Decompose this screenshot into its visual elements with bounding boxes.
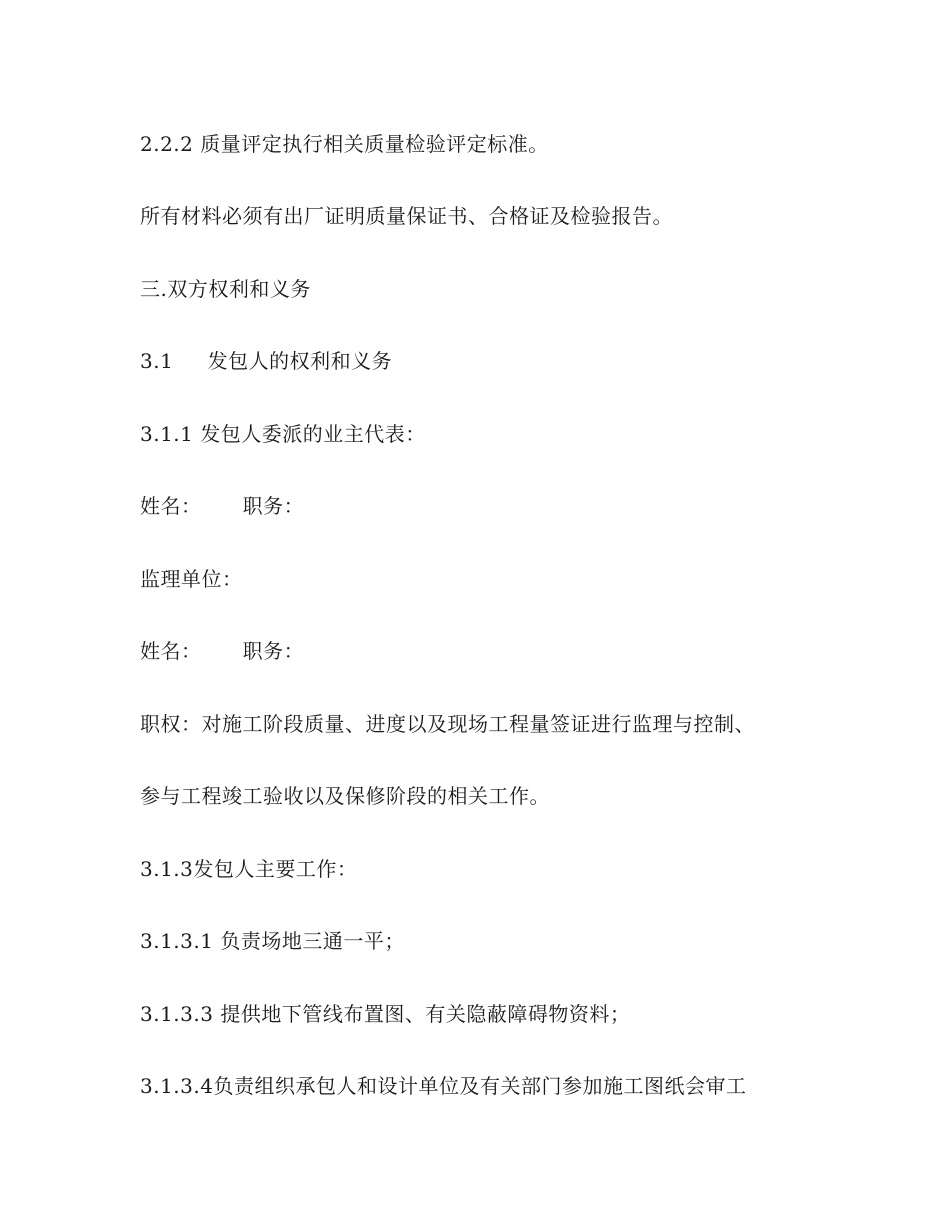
authority-description-line-2: 参与工程竣工验收以及保修阶段的相关工作。 — [140, 784, 550, 808]
clause-3-1-1-owner-representative: 3.1.1 发包人委派的业主代表： — [140, 422, 426, 446]
clause-3-1-3-3: 3.1.3.3 提供地下管线布置图、有关隐蔽障碍物资料； — [140, 1002, 631, 1026]
authority-description-line-1: 职权：对施工阶段质量、进度以及现场工程量签证进行监理与控制、 — [140, 712, 755, 736]
clause-3-1-3-1: 3.1.3.1 负责场地三通一平； — [140, 929, 405, 953]
materials-certificate-requirement: 所有材料必须有出厂证明质量保证书、合格证及检验报告。 — [140, 204, 673, 228]
clause-3-1-3-4: 3.1.3.4负责组织承包人和设计单位及有关部门参加施工图纸会审工 — [140, 1074, 747, 1098]
clause-2-2-2-quality-standard: 2.2.2 质量评定执行相关质量检验评定标准。 — [140, 132, 549, 156]
section-3-heading: 三.双方权利和义务 — [140, 277, 311, 301]
clause-3-1-3-owner-main-work: 3.1.3发包人主要工作： — [140, 857, 358, 881]
owner-rep-name-position: 姓名： 职务： — [140, 494, 305, 518]
clause-3-1-heading: 3.1 发包人的权利和义务 — [140, 349, 393, 373]
supervision-unit-label: 监理单位： — [140, 567, 243, 591]
supervisor-name-position: 姓名： 职务： — [140, 639, 305, 663]
